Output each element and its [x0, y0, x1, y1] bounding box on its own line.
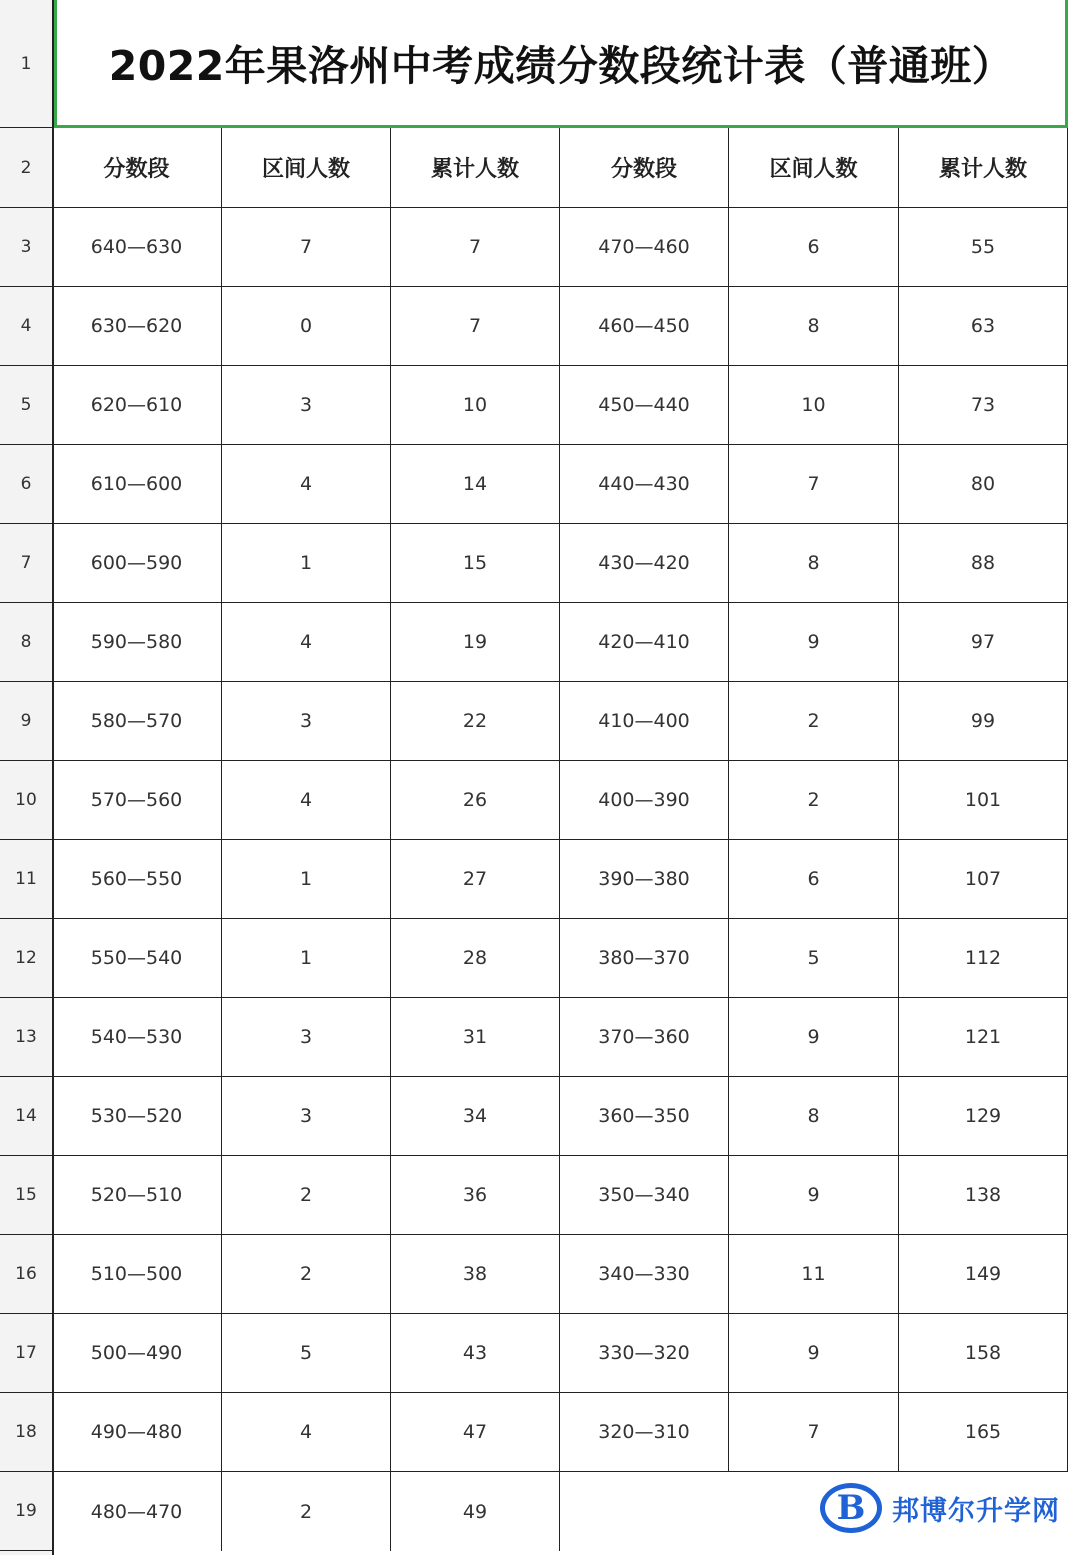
table-cell[interactable]: 63 [899, 287, 1068, 366]
table-cell[interactable]: 27 [391, 840, 560, 919]
row-number[interactable]: 2 [0, 128, 52, 208]
table-cell[interactable]: 490—480 [52, 1393, 222, 1472]
table-cell[interactable]: 0 [222, 287, 391, 366]
table-cell[interactable]: 500—490 [52, 1314, 222, 1393]
row-number[interactable]: 4 [0, 287, 52, 366]
row-number[interactable]: 17 [0, 1314, 52, 1393]
table-cell[interactable]: 3 [222, 1077, 391, 1156]
row-number[interactable]: 8 [0, 603, 52, 682]
table-cell[interactable]: 7 [729, 445, 899, 524]
table-cell[interactable]: 7 [391, 208, 560, 287]
table-cell[interactable]: 2 [222, 1472, 391, 1551]
table-cell[interactable]: 590—580 [52, 603, 222, 682]
table-cell[interactable]: 99 [899, 682, 1068, 761]
table-cell[interactable]: 2 [222, 1235, 391, 1314]
table-cell[interactable]: 47 [391, 1393, 560, 1472]
row-number[interactable]: 15 [0, 1156, 52, 1235]
table-cell[interactable]: 149 [899, 1235, 1068, 1314]
table-cell[interactable]: 350—340 [560, 1156, 729, 1235]
table-cell[interactable]: 9 [729, 603, 899, 682]
table-cell[interactable]: 580—570 [52, 682, 222, 761]
row-number[interactable]: 1 [0, 0, 52, 128]
table-cell[interactable]: 10 [391, 366, 560, 445]
table-cell[interactable]: 49 [391, 1472, 560, 1551]
table-cell[interactable]: 97 [899, 603, 1068, 682]
table-cell[interactable]: 9 [729, 998, 899, 1077]
table-cell[interactable]: 430—420 [560, 524, 729, 603]
table-cell[interactable]: 19 [391, 603, 560, 682]
table-cell[interactable]: 560—550 [52, 840, 222, 919]
row-number[interactable]: 3 [0, 208, 52, 287]
table-cell[interactable]: 510—500 [52, 1235, 222, 1314]
table-cell[interactable]: 121 [899, 998, 1068, 1077]
table-cell[interactable]: 4 [222, 603, 391, 682]
table-cell[interactable]: 158 [899, 1314, 1068, 1393]
table-cell[interactable]: 2 [222, 1156, 391, 1235]
table-cell[interactable]: 7 [729, 1393, 899, 1472]
column-header[interactable]: 区间人数 [729, 128, 899, 208]
site-name: 邦博尔升学网 [892, 1495, 1060, 1527]
site-logo-icon [820, 1483, 882, 1533]
table-cell[interactable]: 3 [222, 366, 391, 445]
row-number[interactable]: 5 [0, 366, 52, 445]
table-cell[interactable]: 2 [729, 761, 899, 840]
row-number[interactable]: 16 [0, 1235, 52, 1314]
table-cell[interactable]: 9 [729, 1156, 899, 1235]
column-header[interactable]: 区间人数 [222, 128, 391, 208]
table-cell[interactable]: 4 [222, 1393, 391, 1472]
table-cell[interactable]: 570—560 [52, 761, 222, 840]
table-cell[interactable]: 5 [729, 919, 899, 998]
table-cell[interactable]: 360—350 [560, 1077, 729, 1156]
site-logo-letter: B [836, 1488, 866, 1528]
table-cell[interactable]: 6 [729, 840, 899, 919]
table-cell[interactable]: 340—330 [560, 1235, 729, 1314]
table-cell[interactable]: 34 [391, 1077, 560, 1156]
table-cell[interactable]: 370—360 [560, 998, 729, 1077]
row-number[interactable]: 14 [0, 1077, 52, 1156]
table-cell[interactable]: 1 [222, 524, 391, 603]
table-cell[interactable]: 2 [729, 682, 899, 761]
table-cell[interactable]: 28 [391, 919, 560, 998]
table-cell[interactable]: 540—530 [52, 998, 222, 1077]
row-number[interactable]: 10 [0, 761, 52, 840]
table-cell[interactable]: 480—470 [52, 1472, 222, 1551]
row-number[interactable]: 11 [0, 840, 52, 919]
table-cell[interactable]: 4 [222, 761, 391, 840]
table-cell[interactable]: 80 [899, 445, 1068, 524]
table-cell[interactable]: 107 [899, 840, 1068, 919]
table-cell[interactable]: 15 [391, 524, 560, 603]
table-cell[interactable]: 22 [391, 682, 560, 761]
title-cell[interactable] [54, 0, 1068, 128]
row-number[interactable]: 12 [0, 919, 52, 998]
table-cell[interactable]: 8 [729, 1077, 899, 1156]
table-cell[interactable]: 7 [391, 287, 560, 366]
row-number[interactable]: 19 [0, 1472, 52, 1551]
table-cell[interactable]: 26 [391, 761, 560, 840]
column-header[interactable]: 累计人数 [899, 128, 1068, 208]
table-cell[interactable]: 630—620 [52, 287, 222, 366]
table-cell[interactable]: 6 [729, 208, 899, 287]
row-number[interactable]: 18 [0, 1393, 52, 1472]
table-cell[interactable]: 410—400 [560, 682, 729, 761]
table-cell[interactable]: 101 [899, 761, 1068, 840]
table-cell[interactable]: 470—460 [560, 208, 729, 287]
table-cell[interactable]: 55 [899, 208, 1068, 287]
table-cell[interactable]: 1 [222, 919, 391, 998]
table-cell[interactable]: 530—520 [52, 1077, 222, 1156]
table-cell[interactable]: 3 [222, 682, 391, 761]
table-cell[interactable] [560, 1472, 729, 1551]
row-number[interactable]: 13 [0, 998, 52, 1077]
table-cell[interactable]: 380—370 [560, 919, 729, 998]
table-cell[interactable]: 440—430 [560, 445, 729, 524]
table-cell[interactable]: 390—380 [560, 840, 729, 919]
table-cell[interactable]: 400—390 [560, 761, 729, 840]
table-cell[interactable]: 600—590 [52, 524, 222, 603]
column-header[interactable]: 分数段 [560, 128, 729, 208]
column-header[interactable]: 累计人数 [391, 128, 560, 208]
table-cell[interactable]: 88 [899, 524, 1068, 603]
table-cell[interactable]: 460—450 [560, 287, 729, 366]
row-number[interactable]: 9 [0, 682, 52, 761]
watermark [820, 1483, 1060, 1533]
table-cell[interactable]: 11 [729, 1235, 899, 1314]
row-number[interactable]: 7 [0, 524, 52, 603]
row-number-column [0, 0, 54, 1555]
table-cell[interactable]: 320—310 [560, 1393, 729, 1472]
table-cell[interactable]: 3 [222, 998, 391, 1077]
table-cell[interactable]: 8 [729, 287, 899, 366]
table-cell[interactable]: 520—510 [52, 1156, 222, 1235]
column-header[interactable]: 分数段 [52, 128, 222, 208]
row-number[interactable]: 6 [0, 445, 52, 524]
table-cell[interactable]: 112 [899, 919, 1068, 998]
sheet-title: 2022年果洛州中考成绩分数段统计表（普通班） [108, 42, 1014, 90]
table-cell[interactable]: 4 [222, 445, 391, 524]
table-cell[interactable]: 10 [729, 366, 899, 445]
table-cell[interactable]: 7 [222, 208, 391, 287]
table-cell[interactable]: 330—320 [560, 1314, 729, 1393]
table-cell[interactable]: 129 [899, 1077, 1068, 1156]
table-cell[interactable]: 420—410 [560, 603, 729, 682]
table-cell[interactable]: 640—630 [52, 208, 222, 287]
table-cell[interactable]: 14 [391, 445, 560, 524]
table-cell[interactable]: 5 [222, 1314, 391, 1393]
table-cell[interactable]: 31 [391, 998, 560, 1077]
table-cell[interactable]: 138 [899, 1156, 1068, 1235]
table-cell[interactable]: 73 [899, 366, 1068, 445]
table-cell[interactable]: 38 [391, 1235, 560, 1314]
table-cell[interactable]: 36 [391, 1156, 560, 1235]
table-cell[interactable]: 550—540 [52, 919, 222, 998]
table-cell[interactable]: 620—610 [52, 366, 222, 445]
table-cell[interactable]: 165 [899, 1393, 1068, 1472]
table-cell[interactable]: 43 [391, 1314, 560, 1393]
table-cell[interactable]: 8 [729, 524, 899, 603]
table-cell[interactable]: 9 [729, 1314, 899, 1393]
table-cell[interactable]: 1 [222, 840, 391, 919]
table-cell[interactable]: 610—600 [52, 445, 222, 524]
table-cell[interactable]: 450—440 [560, 366, 729, 445]
